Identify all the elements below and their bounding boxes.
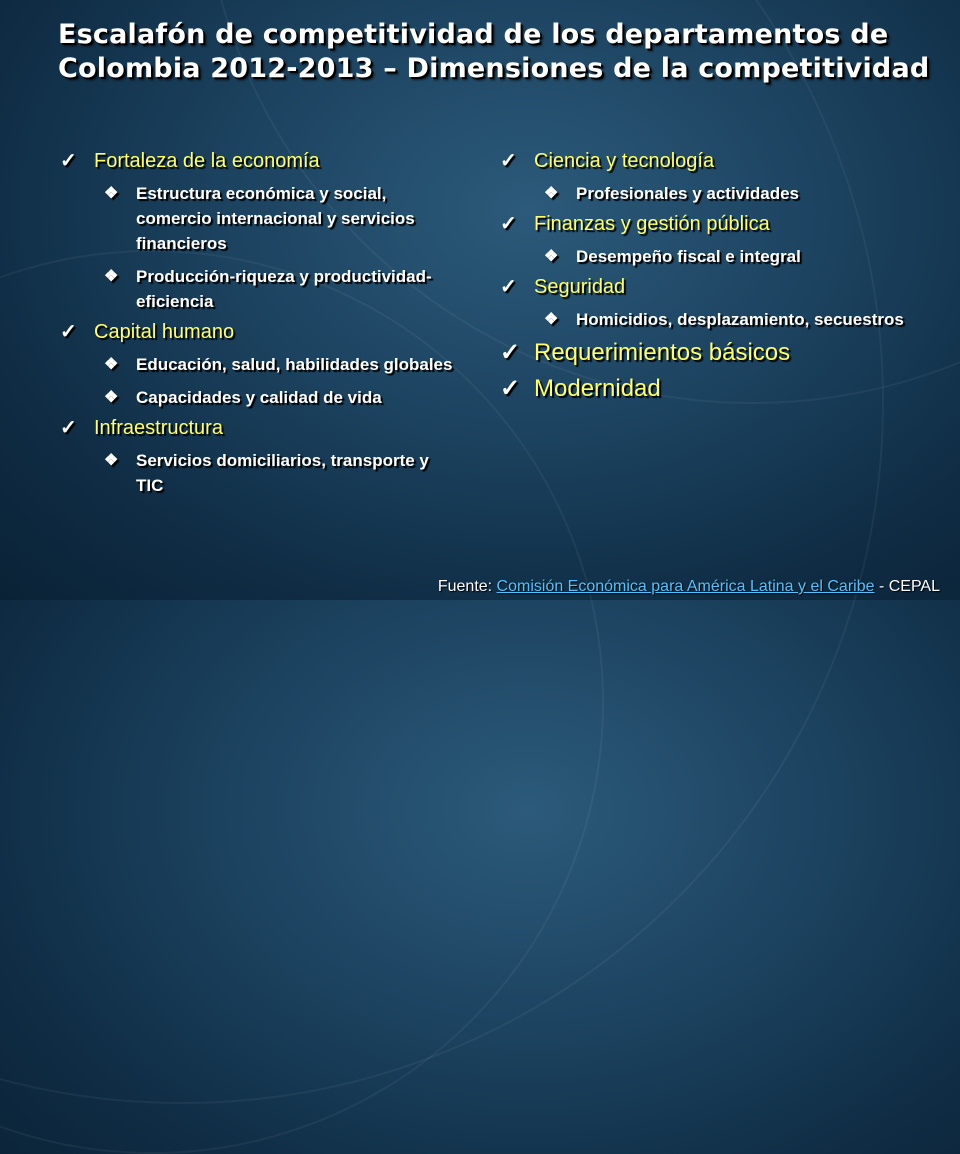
item-infraestructura xyxy=(60,416,460,440)
check-icon: ✓ xyxy=(60,150,77,172)
diamond-bullet-icon: ❖ xyxy=(544,248,559,265)
subitem xyxy=(60,448,460,498)
subitem xyxy=(60,352,460,377)
subitem-label: Educación, salud, habilidades globales xyxy=(136,355,453,374)
item-label: Capital humano xyxy=(94,321,235,343)
item-finanzas-gestion xyxy=(500,212,940,236)
diamond-bullet-icon: ❖ xyxy=(544,185,559,202)
item-seguridad xyxy=(500,275,940,299)
item-label: Modernidad xyxy=(534,375,661,402)
slide-title: Escalafón de competitividad de los departamentos de Colombia 2012-2013 – Dimensiones de la competitividad xyxy=(58,19,930,84)
subitem xyxy=(60,181,460,256)
item-label: Seguridad xyxy=(534,276,626,298)
source-footer xyxy=(438,577,940,597)
subitem-label: Desempeño fiscal e integral xyxy=(576,247,801,266)
diamond-bullet-icon: ❖ xyxy=(104,356,119,373)
left-column xyxy=(60,145,460,504)
check-icon: ✓ xyxy=(60,417,77,439)
item-ciencia-tecnologia xyxy=(500,149,940,173)
cepal-link[interactable]: Comisión Económica para América Latina y el Caribe xyxy=(496,578,875,595)
item-label: Finanzas y gestión pública xyxy=(534,213,770,235)
item-fortaleza-economia xyxy=(60,149,460,173)
item-label: Requerimientos básicos xyxy=(534,339,791,366)
subitem xyxy=(60,385,460,410)
subitem-label: Capacidades y calidad de vida xyxy=(136,388,382,407)
subitem xyxy=(60,264,460,314)
item-label: Infraestructura xyxy=(94,417,223,439)
diamond-bullet-icon: ❖ xyxy=(544,311,559,328)
subitem-label: Servicios domiciliarios, transporte y TIC xyxy=(136,451,429,495)
item-capital-humano xyxy=(60,320,460,344)
subitem-label: Estructura económica y social, comercio internacional y servicios financieros xyxy=(136,184,415,253)
footer-prefix: Fuente: xyxy=(437,578,497,595)
check-icon: ✓ xyxy=(500,150,517,172)
subitem-label: Homicidios, desplazamiento, secuestros xyxy=(576,310,904,329)
footer-suffix: - CEPAL xyxy=(874,578,940,595)
subitem xyxy=(500,244,940,269)
diamond-bullet-icon: ❖ xyxy=(104,389,119,406)
check-icon: ✓ xyxy=(500,339,521,366)
item-label: Fortaleza de la economía xyxy=(94,150,320,172)
diamond-bullet-icon: ❖ xyxy=(104,452,119,469)
item-requerimientos-basicos xyxy=(500,338,940,368)
check-icon: ✓ xyxy=(500,276,517,298)
check-icon: ✓ xyxy=(60,321,77,343)
diamond-bullet-icon: ❖ xyxy=(104,268,119,285)
subitem-label: Profesionales y actividades xyxy=(576,184,799,203)
item-modernidad xyxy=(500,374,940,404)
right-column xyxy=(500,145,940,404)
item-label: Ciencia y tecnología xyxy=(534,150,715,172)
check-icon: ✓ xyxy=(500,213,517,235)
check-icon: ✓ xyxy=(500,375,521,402)
subitem-label: Producción-riqueza y productividad-eficiencia xyxy=(136,267,432,311)
diamond-bullet-icon: ❖ xyxy=(104,185,119,202)
subitem xyxy=(500,181,940,206)
subitem xyxy=(500,307,940,332)
